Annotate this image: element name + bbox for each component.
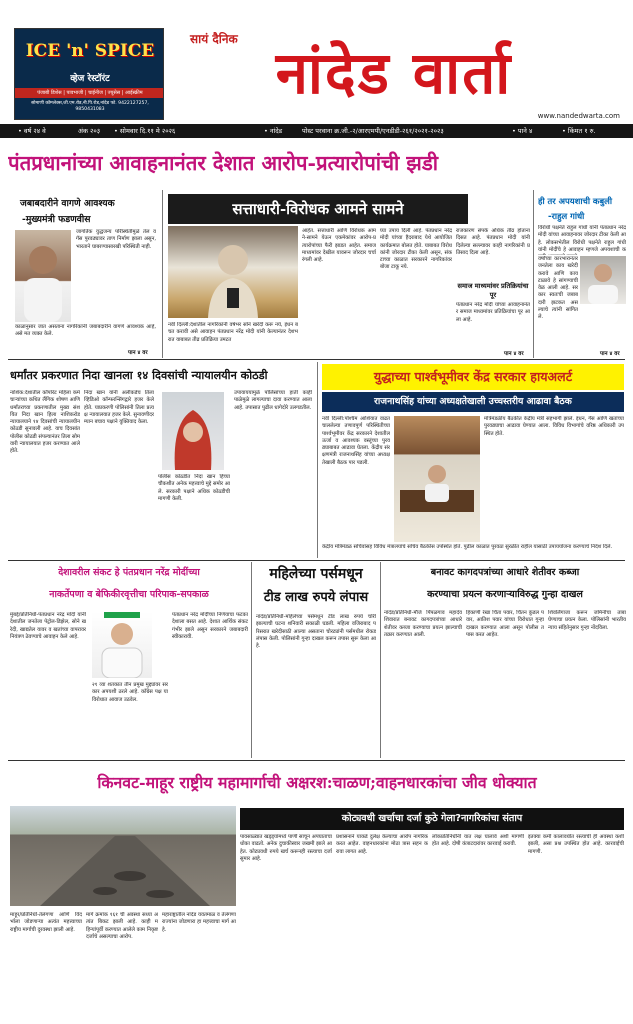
story2-headline: धर्मांतर प्रकरणात निदा खानला १४ दिवसांची न्यायालयीन कोठडी [10, 368, 268, 382]
story7-col6: लोकप्रतिनिधींनी यात लक्ष घालावे अशी मागणी होत आहे. दोषी कंत्राटदारांवर कारवाई करावी. [432, 834, 524, 848]
info-bar [0, 124, 633, 138]
story3-col2: मंत्रिमंडळीय बैठकीत केंद्रीय मंत्री सहभागी झाले. इंधन, गॅस आणि खतांच्या पुरवठ्याचा आढावा घेण्यात आला. विविध विभागांचे वरिष्ठ अधिकारी उपस्थित होते. [484, 416, 624, 437]
lead-center-banner: सत्ताधारी-विरोधक आमने सामने [168, 194, 468, 224]
story6-col3: शिवलिंगाजा करून जमिनीचा ताबा घेण्याचा प्रयत्न केला. पोलिसांनी भारतीय न्याय संहितेनुसार गुन्हा नोंदविला. [548, 610, 626, 631]
lead-center-col3: राजकारण संपर्क अधिक तीव्र होताना दिसत आहे. पंतप्रधान मोदी यांनी दिलेल्या सल्ल्यावर काही नागरिकांनी प्रतिसाद दिला आहे. [456, 228, 530, 256]
lead-center-caption: नवी दिल्ली:देशातील नागरिकांनी वर्षभर सोने खरेदी करू नये, इंधन बचत करावी असे आवाहन पंतप्रधान नरेंद्र मोदी यांनी केल्यानंतर देशभरात याबाबत तीव्र प्रतिक्रिया उमटत [168, 322, 298, 343]
city: • नांदेड [264, 127, 283, 135]
sapkal-photo [92, 612, 152, 678]
story6-col1: नांदेड/प्रतिनिधी-मौजे पिंपळगाव महादेव शिवारात बनावट कागदपत्रांच्या आधारे शेतीवर कब्जा करण्याचा प्रयत्न झाल्याची तक्रार करण्यात आली. [384, 610, 462, 638]
story3-sub: राजनाथसिंह यांच्या अध्यक्षतेखाली उच्चस्तरीय आढावा बैठक [322, 392, 624, 412]
story2-col1: नाशिक:देशातील कॉर्पोरेट महिला कर्मचाऱ्यांच्या कथित लैंगिक शोषण आणि धर्मांतराच्या प्रकरणातील मुख्य संशयित निदा खान हिला नाशिकरोड न्यायालयाने १४ दिवसांची न्यायालयीन कोठडी सुनावली आहे. याच दिवसांत पोलीस कोठडी संपल्यानंतर तिला सोमवारी न्यायालयात हजर करण्यात आले होते. [10, 390, 80, 455]
story4-col2: पंतप्रधान नरेंद्र मोदींच्या निर्णयाचा फटका देशाला बसत आहे. देशात आर्थिक संकट गंभीर झाले असून सरकारने जबाबदारी स्वीकारावी. [172, 612, 248, 640]
column-divider [380, 562, 381, 758]
story7-col4: पावसाळ्यात खड्ड्यांमध्ये पाणी साचून अपघाताचा धोका वाढतो. अनेक दुचाकीस्वार जखमी झाले आहेत. कोट्यवधी रुपये खर्च करूनही रस्त्याचा दर्जा सुमार आहे. [240, 834, 332, 862]
story7-headline: किनवट-माहूर राष्ट्रीय महामार्गाची अक्षरश:चाळण;वाहनधारकांचा जीव धोक्यात [97, 773, 537, 792]
story4-col1: मुंबई/प्रतिनिधी-पंतप्रधान नरेंद्र मोदी यांनी देशातील जनतेला पेट्रोल-डिझेल, सोने खरेदी, खाद्यतेल यावर व खतांच्या वापरावर नियंत्रण ठेवण्याचे आवाहन केले आहे. [10, 612, 86, 640]
lead-right-body2: वर्षांच्या कारभारानंतर जनतेला काय खरेदी करावे आणि काय टाळावे हे सांगण्याची वेळ आली आहे. सरकार स्वतःची जबाबदारी झटकत असल्याचे त्यांनी सांगितले. [538, 256, 578, 321]
person-photo-icon [168, 226, 298, 318]
lead-left-body1: जागतिक युद्धजन्य परिस्थितीमुळे तेल व गॅस पुरवठ्यावर ताण निर्माण झाला असून, भारताने घाबरण्यासारखी परिस्थिती नाही. [76, 229, 156, 250]
person-photo-icon [15, 230, 71, 322]
row-divider [8, 760, 625, 761]
lead-headline: पंतप्रधानांच्या आवाहनानंतर देशात आरोप-प्रत्यारोपांची झडी [8, 151, 439, 175]
column-divider [533, 190, 534, 358]
person-photo-icon [92, 612, 152, 678]
story5-headline-1: महिलेच्या पर्समधून [269, 566, 363, 582]
masthead-website[interactable]: www.nandedwarta.com [537, 112, 620, 120]
postal-permit: पोस्ट परवाना क्र.जी.-२/आरएमपी/एनडीडी-२६१/२०२१-२०२३ [302, 127, 444, 135]
pages: • पाने ४ [512, 127, 533, 135]
row-divider [8, 560, 625, 561]
ad-address: सोमाणी कॉम्प्लेक्स,जी.एम.रोड,नी.पि.रोड,नांदेड फो. 9422127257, 9850431083 [31, 101, 149, 112]
story4-headline-2: नाकर्तेपणा व बेफिकीरवृत्तीचा परिपाक-सपकाळ [49, 589, 209, 600]
lead-right-head2: -राहुल गांधी [548, 211, 585, 221]
lead-left-more[interactable]: पान ४ वर [128, 350, 148, 356]
story5-body: नांदेड/प्रतिनिधी-महिलेच्या पर्समधून टीड लाख रुपये चोरी झाल्याची घटना शनिवारी सकाळी घडली. महिला वजिराबाद परिसरात खरेदीसाठी आल्या असताना चोरट्यांनी पर्समधील रोकड लंपास केली. पोलिसांनी गुन्हा दाखल करून तपास सुरू केला आहे. [256, 614, 376, 650]
story3-bottom: केंद्रीय मंत्रिमंडळ सचिवांसह विविध मंत्रालयांचे सचिव बैठकीस उपस्थित होते. पुढील काळात पुरवठा सुरळीत राहील यासाठी उपाययोजना करण्याचे निर्देश दिले. [322, 544, 613, 550]
lead-left-body2: काळानुसार जात असताना नागरिकांनी जबाबदारीने वागणे आवश्यक आहे, असे मत व्यक्त केले. [15, 324, 156, 338]
lead-left-head2: -मुख्यमंत्री फडणवीस [22, 214, 91, 225]
story2-col3: पोलीस कोठडीत निदा खान हिच्या चौकशीत अनेक महत्त्वाचे मुद्दे समोर आले. सरकारी पक्षाने अधिक कोठडीची मागणी केली. [158, 474, 230, 502]
nida-khan-photo [162, 392, 224, 470]
column-divider [162, 190, 163, 358]
rahul-photo [580, 256, 626, 304]
date: • सोमवार दि.११ मे २०२६ [114, 127, 176, 135]
story7-sub: कोट्यवधी खर्चाचा दर्जा कुठे गेला?नागरिकांचा संताप [240, 808, 624, 830]
lead-center-col1: आहेत. सत्ताधारी आणि विरोधक आमने-सामने येऊन एकमेकांवर आरोप-प्रत्यारोपांच्या फैरी झाडत आहेत. समाज माध्यमांवर देखील यावरून जोरदार चर्चा रंगली आहे. [302, 228, 376, 264]
column-divider [251, 562, 252, 758]
masthead-kicker: सायं दैनिक [190, 32, 238, 46]
person-photo-icon [580, 256, 626, 304]
masthead-ad [14, 28, 164, 120]
modi-photo [168, 226, 298, 318]
story5-headline-2: टीड लाख रुपये लंपास [263, 590, 369, 605]
ad-brand: ICE 'n' SPICE [25, 41, 155, 61]
lead-center-more[interactable]: पान ४ वर [504, 351, 524, 357]
rajnath-meeting-photo [394, 416, 480, 542]
lead-right-head1: ही तर अपयशाची कबुली [538, 196, 612, 206]
lead-center-col2: घ्या उपाय दिली आहे. पंतप्रधान नरेंद्र मोदी यांच्या हैदराबाद येथे आयोजित कार्यक्रमात बोलत होते. याबाबत विरोधकांनी जोरदार टीका केली असून, संकटाच्या काळात सरकारने नागरिकांवर बोजा टाकू नये. [380, 228, 452, 271]
price: • किंमत १ रु. [562, 127, 596, 135]
story7-col1: माहूर/प्रतिनिधी-तेलंगणा आणि विदर्भाला जोडणाऱ्या अत्यंत महत्त्वाच्या राष्ट्रीय मार्गाची दुरवस्था झाली आहे. [10, 912, 82, 933]
story3-headline: युद्धाच्या पार्श्वभूमीवर केंद्र सरकार हायअलर्ट [322, 364, 624, 390]
highway-photo [10, 806, 236, 906]
person-photo-icon [162, 392, 224, 470]
lead-right-body1: विरोधी पक्षनेते राहुल गांधी यांनी पंतप्रधान नरेंद्र मोदी यांच्या आवाहनावर जोरदार टीका केली आहे. लोकसभेतील विरोधी पक्षनेते राहुल गांधी यांनी मोदींचे हे आवाहन म्हणजे अपयशाची क [538, 225, 626, 253]
lead-center-sub: समाज माध्यमांवर प्रतिक्रियांचा पूर [457, 282, 529, 299]
story7-col2: मार्ग क्रमांक १६१ ची अवस्था सध्या अत्यंत बिकट झाली आहे. काही महिन्यांपूर्वी करण्यात आलेले काम निकृष्ट दर्जाचे असल्याचा आरोप. [86, 912, 158, 940]
story3-col1: नवी दिल्ली:पश्चिम आशियात वाढत चाललेल्या तणावपूर्ण परिस्थितीच्या पार्श्वभूमीवर केंद्र सरकारने देशातील ऊर्जा व आवश्यक वस्तूंच्या पुरवठ्याबाबत आढावा घेतला. केंद्रीय संरक्षणमंत्री राजनाथसिंह यांच्या अध्यक्षतेखाली बैठक पार पडली. [322, 416, 390, 466]
story2-col4: उपायाययामुळे पोलिसांच्या हाती काही पाळेमुळे लागल्याचा दावा करण्यात आला आहे. तपासात पुढील धागेदोरे उलगडतील. [234, 390, 312, 411]
story6-headline-2: करण्याचा प्रयत्न करणाऱ्याविरुद्ध गुन्हा दाखल [427, 589, 583, 600]
ad-menu: पंजाबी डिशेस | पावभाजी | चाईनीज | ज्यूसेस | आईस्क्रीम [15, 88, 164, 98]
row-divider [8, 359, 625, 360]
story4-headline-1: देशावरील संकट हे पंतप्रधान नरेंद्र मोदींच्या [58, 567, 200, 578]
story7-col5: प्रशासनाने याकडे दुर्लक्ष केल्याचा आरोप नागरिक करत आहेत. वाहनधारकांना मोठा त्रास सहन करावा लागत आहे. [336, 834, 428, 855]
fadnavis-photo [15, 230, 71, 322]
road-photo-icon [10, 806, 236, 906]
story2-col2: निदा खान यांनी अलीकडेच तिला व्हिडिओ कॉन्फरन्सिंगद्वारे हजर केले होते. याप्रकरणी पोलिसांनी तिला प्रत्यक्ष न्यायालयात हजर केले. सुनावणीदरम्यान बचाव पक्षाने युक्तिवाद केला. [84, 390, 154, 426]
story7-col3: महाराष्ट्रातील नांदेड यवतमाळ व तेलंगणा राज्यांना जोडणारा हा महत्त्वाचा मार्ग आहे. [162, 912, 236, 933]
story4-col3: २१ व्या शतकात तीन प्रमुख मुद्द्यांवर सरकार अपयशी ठरले आहे. काँग्रेस पक्ष या विरोधात आवाज उठवेल. [92, 682, 168, 703]
lead-left-head1: जबाबदारीने वागणे आवश्यक [20, 198, 115, 209]
lead-right-more[interactable]: पान ४ वर [600, 351, 620, 357]
masthead-title: नांदेड वार्ता [275, 39, 513, 107]
story6-headline-1: बनावट कागदपत्रांच्या आधारे शेतीवर कब्जा [430, 567, 580, 578]
column-divider [317, 362, 318, 558]
meeting-photo-icon [394, 416, 480, 542]
issue: अंक २०३ [78, 127, 101, 135]
story6-col2: हिकाणी रेखा चिंता पवार, चिंतन कुंडल पवार, आतिश पवार यांच्या विरोधात गुन्हा दाखल करण्यात आला असून पोलीस तपास करत आहेत. [466, 610, 544, 638]
ad-sub: व्हेज रेस्टॉरंट [70, 74, 110, 84]
volume: • वर्ष २४ वे [18, 127, 46, 135]
story7-col7: इतक्या कमी कालावधीत रस्त्याची ही अवस्था कशी झाली, असा प्रश्न उपस्थित होत आहे. कारवाईची मागणी. [528, 834, 624, 855]
lead-center-col3b: पंतप्रधान नरेंद्र मोदी यांच्या आवाहनानंतर समाज माध्यमांवर प्रतिक्रियांचा पूर आला आहे. [456, 302, 530, 323]
